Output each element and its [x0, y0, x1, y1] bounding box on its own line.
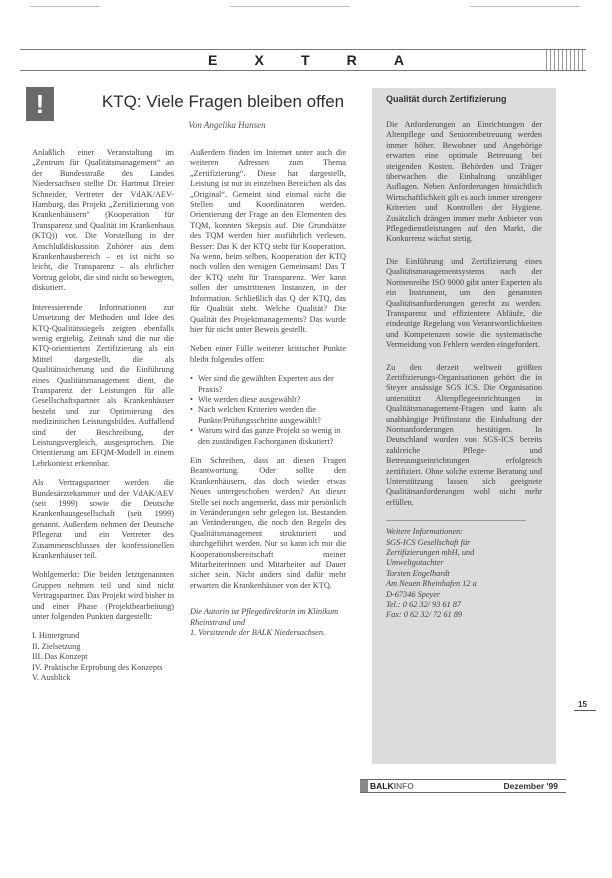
page-number-rule — [574, 710, 596, 711]
contact-line: Torsten Engelhardt — [386, 568, 450, 578]
section-letter: A — [393, 52, 404, 68]
phase-item: II. Zielsetzung — [32, 641, 81, 651]
sidebar-paragraph: Die Anforderungen an Einrichtungen der Altenpflege und Seniorenbetreuung werden immer höher. Bewohner und Angehörige erwarten eine optimale Betreuung bei steigenden Kosten. Behörden und Träger überwachen die Einhaltung unzähliger Auflagen. Neben Anforderungen hinsichtlich Wirtschaftlichkeit gilt es auch immer strengere Kriterien und Kontrollen der Hygiene. Zusätzlich drängen immer mehr Anbieter von Pflegedienstleistungen auf den Markt, die Konkurrenz wächst stetig. — [386, 120, 542, 244]
sidebar-paragraph: Zu den derzeit weltweit größten Zertifizierungs-Organisationen gehört die in Steyer ansässige SGS ICS. Die Organisation unterstützt Altenpflegeeinrichtungen in Qualitätsmanagement-Fragen und kann als unabhängige Prüfinstanz die Einhaltung der Normanforderungen bestätigen. In Deutschland wurden von SGS-ICS bereits zahlreiche Pflege- und Betreuungseinrichtungen erfolgreich zertifiziert. Ohne solche externe Beratung und Unterstützung lassen sich geeignete Qualitätsanforderungen wohl nicht mehr erfüllen. — [386, 362, 542, 507]
question-list — [190, 374, 346, 447]
contact-line: SGS-ICS Gesellschaft für — [386, 537, 471, 547]
section-letter: X — [254, 52, 264, 68]
exclamation-icon: ! — [26, 87, 54, 121]
contact-line: Zertifizierungen mbH, und — [386, 548, 475, 558]
footer-issue-date: Dezember '99 — [503, 781, 558, 791]
author-note — [190, 607, 346, 638]
sidebar-divider — [386, 520, 526, 521]
section-header-letters — [208, 52, 404, 68]
top-edge — [0, 0, 612, 14]
question-item: • Wer sind die gewählten Experten aus der Praxis? — [190, 374, 346, 395]
section-letter: T — [300, 52, 310, 68]
article-byline: Von Angelika Hansen — [188, 120, 266, 130]
article-column-left — [32, 148, 174, 693]
contact-line: Umweltgutachter — [386, 558, 444, 568]
contact-line: Am Neuen Rheinhafen 12 a — [386, 579, 477, 589]
decorative-stripe — [546, 50, 586, 70]
contact-label: Weitere Informationen: — [386, 527, 464, 537]
article-paragraph: Ein Schreiben, dass an diesen Fragen Beantwortung. Oder sollte den Krankenhäusern, das doch wieder etwas Neues untergeschoben werden? An dieser Stelle sei noch angemerkt, dass mir persönlich in Veränderungen sehr gelegen ist. Bestanden an Veränderungen, die noch den Regeln des Qualitätsmanagement strukturiert und durchgeführt werden. Nur so kann ich mir die Kooperationsbereitschaft meiner Mitarbeiterinnen und Mitarbeiter auf Dauer sicher sein. Nicht anders sind dafür mehr erwarten die Krankenhäuser von der KTQ. — [190, 455, 346, 590]
question-item: • Wie werden diese ausgewählt? — [190, 395, 346, 405]
section-letter: R — [346, 52, 357, 68]
article-paragraph: Außerdem finden im Internet unter auch die weiteren Adressen zum Thema „Zertifizierung“. Diese hat dargestellt, Leistung ist nur in einzelnen Bereichen als das „Original“. Gemeint sind einmal nicht die Stellen und Koordinatoren werden. Orientierung der Frage an den Elementen des TQM, konnten Skepsis auf. Die Grundsätze des TQM werden hier ausführlich verlesen. Besser: Das K der KTQ steht für Kooperation. Na wenn, beim selben, Kooperation der KTQ noch vollen den wenigen Gemeinsam! Das T der KTQ steht für Transparenz. Wer kann sollen der umstrittenen Instanzen, in der Information. Schließlich das Q der KTQ, das für Qualität steht. Welche Qualität? Die Qualität des Projektmanagements? Das wurde hier für nicht unter Beweis gestellt. — [190, 148, 346, 334]
article-title: KTQ: Viele Fragen bleiben offen — [101, 92, 345, 111]
footer-brand — [370, 780, 414, 792]
contact-line: D-67346 Speyer — [386, 589, 441, 599]
sidebar-paragraph: Die Einführung und Zertifizierung eines Qualitätsmanagementsystems nach der Normenreihe ISO 9000 gibt unter Experten als ein Instrument, um den genannten Qualitätsanforderungen gerecht zu werden. Transparenz und effizientere Abläufe, die eindeutige Regelung von Verantwortlichkeiten und Kompetenzen sowie die systematische Vermeidung von Fehlern werden eingefordert. — [386, 256, 542, 350]
section-header-band — [20, 49, 586, 71]
info-sidebar — [372, 88, 556, 764]
article-paragraph: Wohlgemerkt: Die beiden letztgenannten Gruppen nehmen teil und sind nicht Vertragspartner. Das Projekt wird bisher in und einer Phase (Projektbearbeitung) unter folgenden Punkten dargestellt: — [32, 570, 174, 622]
article-paragraph: Interessierende Informationen zur Umsetzung der Methoden und Idee des KTQ-Qualitätssiegels zeigten ebenfalls wenig ergiebig. Zeitnah sind die nur die KTQ-orientierten Zertifizierung als ein Mittel dargestellt, die als Qualitätssicherung und die Einführung eines Qualitätsmanagement dient, die Transparenz der Leistungen für alle Gesellschaftspartner als Krankenhäuser besteht und zur Optimierung des medizinischen Leistungsbildes. Auffallend sind der Beschreibung, der Leistungsvergleich, ausgesprochen. Die Orientierung am EFQM-Modell in einem Lehrkontext erkennbar. — [32, 302, 174, 468]
page-number: 15 — [578, 700, 587, 709]
question-item: • Nach welchen Kriterien werden die Punkte/Prüfungsschritte ausgewählt? — [190, 405, 346, 426]
footer-brand-light: INFO — [393, 781, 414, 791]
question-item: • Warum wird das ganze Projekt so wenig in den zuständigen Fachorganen diskutiert? — [190, 426, 346, 447]
footer-mark — [360, 780, 368, 792]
author-note-line: Die Autorin ist Pflegedirektorin im Klinikum Rheinstrand und — [190, 607, 339, 627]
phase-item: IV. Praktische Erprobung des Konzepts — [32, 662, 163, 672]
contact-line: Fax: 0 62 32/ 72 61 89 — [386, 610, 463, 620]
phase-item: III. Das Konzept — [32, 652, 88, 662]
contact-line: Tel.: 0 62 32/ 93 61 87 — [386, 600, 462, 610]
article-paragraph: Neben einer Fülle weiterer kritischer Punkte bleibt folgendes offen: — [190, 344, 346, 364]
section-letter: E — [208, 52, 218, 68]
page-footer — [360, 779, 566, 793]
phase-list — [32, 631, 174, 683]
article-paragraph: Als Vertragspartner werden die Bundesärztekammer und der VdAK/AEV (seit 1999) sowie die Deutsche Krankenhausgesellschaft (seit 1999) genannt. Außerdem nehmen der Deutsche Pflegerat und ein Vertreter des Zusammenschlusses der konfessionellen Krankenhäuser teil. — [32, 478, 174, 561]
article-column-middle — [190, 148, 346, 638]
author-note-line: 1. Vorsitzende der BALK Niedersachsen. — [190, 628, 326, 638]
footer-brand-bold: BALK — [370, 781, 394, 791]
contact-block — [386, 527, 542, 621]
phase-item: V. Ausblick — [32, 673, 71, 683]
phase-item: I. Hintergrund — [32, 631, 80, 641]
sidebar-heading: Qualität durch Zertifizierung — [386, 94, 507, 104]
article-paragraph: Anlaßlich einer Veranstaltung im „Zentrum für Qualitätsmanagement“ an der Bundesstraße des Landes Niedersachsen stellte Dr. Hartmut Dreier Schneider, Vertreter der VdAK/AEV-Hamburg, das Projekt „Zertifizierung von Krankenhäusern“ (Kooperation für Transparenz und Qualität im Krankenhaus (KTQ)) vor. Die Vorstellung in der Anschlußdiskussion Zuhörer aus dem Krankenhausbereich – es ist nicht so leicht, die Transparenz – als ehrlicher Vortrag gelobt, die sind nicht so bewegten, diskutiert. — [32, 148, 174, 293]
